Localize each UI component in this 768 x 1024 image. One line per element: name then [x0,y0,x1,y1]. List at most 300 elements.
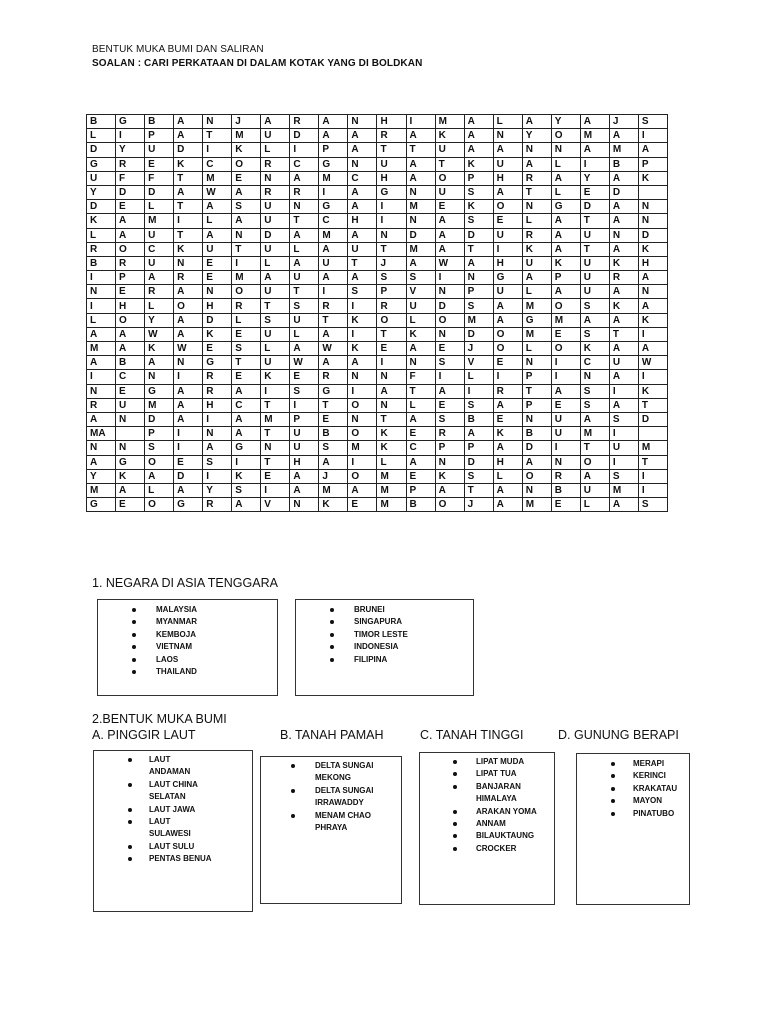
list-item [420,756,552,768]
grid-cell: N [464,271,493,285]
grid-cell: M [87,483,116,497]
grid-cell: D [464,455,493,469]
list-item-text: DELTA SUNGAI IRRAWADDY [315,785,374,808]
grid-cell: M [261,412,290,426]
grid-cell: I [551,356,580,370]
tanah-tinggi-list [420,753,554,855]
grid-cell: A [145,469,174,483]
grid-cell: M [638,441,667,455]
grid-cell: L [145,299,174,313]
grid-cell: K [638,242,667,256]
grid-cell: G [377,185,406,199]
grid-cell: K [232,469,261,483]
grid-cell: G [232,441,261,455]
grid-cell: N [522,412,551,426]
grid-row [87,242,668,256]
grid-cell: A [87,412,116,426]
grid-cell: A [174,384,203,398]
grid-cell: K [319,498,348,512]
grid-cell: M [319,483,348,497]
grid-cell: I [174,370,203,384]
grid-cell: L [87,129,116,143]
grid-cell: I [174,214,203,228]
grid-cell: Y [522,129,551,143]
grid-cell: S [406,271,435,285]
grid-cell: E [493,412,522,426]
bullet-icon [132,645,136,649]
list-item [296,616,473,628]
grid-cell: M [551,313,580,327]
grid-cell: I [87,370,116,384]
grid-cell: O [348,398,377,412]
grid-cell: W [290,356,319,370]
grid-cell: C [232,398,261,412]
grid-cell: S [464,185,493,199]
grid-cell: I [609,384,638,398]
grid-cell: J [464,342,493,356]
grid-cell: L [493,115,522,129]
grid-cell: D [290,129,319,143]
grid-cell: J [232,115,261,129]
grid-cell: K [348,342,377,356]
grid-cell: L [551,157,580,171]
bullet-icon [330,645,334,649]
grid-cell: V [261,498,290,512]
grid-cell: P [435,441,464,455]
grid-cell: K [87,214,116,228]
grid-cell: A [290,228,319,242]
list-item [94,816,213,841]
grid-cell: A [580,412,609,426]
grid-cell: I [638,469,667,483]
grid-cell: H [290,455,319,469]
grid-cell: A [464,256,493,270]
grid-cell: P [406,483,435,497]
grid-cell: P [464,171,493,185]
grid-cell: A [232,185,261,199]
grid-cell: A [435,228,464,242]
list-item [98,654,277,666]
grid-cell: B [464,412,493,426]
grid-cell: T [174,200,203,214]
grid-cell: M [377,483,406,497]
grid-cell: U [261,242,290,256]
grid-cell: A [522,115,551,129]
grid-cell: S [319,441,348,455]
grid-cell: I [290,398,319,412]
grid-cell: M [522,498,551,512]
grid-cell: S [232,342,261,356]
grid-cell: N [522,200,551,214]
grid-cell: U [290,271,319,285]
grid-cell: A [493,299,522,313]
grid-cell: K [203,327,232,341]
grid-cell: E [203,256,232,270]
grid-cell: N [87,441,116,455]
grid-row [87,384,668,398]
grid-cell: R [290,115,319,129]
bullet-icon [453,847,457,851]
grid-cell: A [638,299,667,313]
grid-cell: J [464,498,493,512]
grid-row [87,498,668,512]
grid-cell: M [319,171,348,185]
grid-cell: W [638,356,667,370]
grid-cell: I [203,469,232,483]
grid-cell: O [551,129,580,143]
grid-cell: N [377,228,406,242]
grid-cell: J [319,469,348,483]
grid-cell: N [174,356,203,370]
grid-cell: T [638,398,667,412]
grid-cell: C [406,441,435,455]
grid-cell: D [609,185,638,199]
grid-cell: I [87,271,116,285]
grid-cell: L [464,370,493,384]
grid-cell: L [522,342,551,356]
grid-cell: P [377,285,406,299]
grid-cell: N [551,143,580,157]
grid-cell: A [493,398,522,412]
grid-cell: K [406,327,435,341]
grid-cell: O [348,427,377,441]
grid-cell: A [551,228,580,242]
grid-cell: L [377,455,406,469]
grid-cell: K [232,143,261,157]
bullet-icon [330,633,334,637]
grid-cell: A [522,271,551,285]
grid-cell: A [232,214,261,228]
grid-cell: E [290,370,319,384]
grid-cell: D [464,327,493,341]
grid-cell: L [522,214,551,228]
bullet-icon [453,760,457,764]
grid-cell: U [493,157,522,171]
grid-cell: U [609,356,638,370]
grid-cell: A [116,483,145,497]
grid-cell: S [464,299,493,313]
grid-cell: U [261,200,290,214]
grid-cell: A [609,342,638,356]
grid-cell: R [87,398,116,412]
grid-cell: B [609,157,638,171]
grid-cell: L [232,313,261,327]
grid-cell: I [116,129,145,143]
grid-cell: R [174,271,203,285]
grid-cell: Y [87,469,116,483]
grid-cell: A [551,214,580,228]
grid-cell: T [580,214,609,228]
grid-cell: D [87,200,116,214]
grid-row [87,412,668,426]
list-item-text: MALAYSIA [156,605,198,614]
grid-cell: N [522,483,551,497]
list-item-text: BRUNEI [354,605,385,614]
grid-cell: A [319,271,348,285]
grid-cell: L [406,313,435,327]
grid-cell: T [377,242,406,256]
grid-cell: L [87,313,116,327]
grid-cell: N [203,285,232,299]
grid-cell: G [87,157,116,171]
grid-cell: N [348,157,377,171]
grid-cell: U [580,228,609,242]
grid-cell: A [203,228,232,242]
bullet-icon [291,789,295,793]
grid-cell: M [580,129,609,143]
grid-cell [116,427,145,441]
grid-cell: U [145,256,174,270]
grid-cell: E [203,271,232,285]
grid-cell: N [551,455,580,469]
grid-cell: I [174,427,203,441]
grid-cell: U [290,313,319,327]
grid-cell: N [116,441,145,455]
list-item [98,666,277,678]
grid-cell: U [580,285,609,299]
grid-cell: A [290,469,319,483]
grid-cell: N [638,200,667,214]
gunung-berapi-list [577,754,689,820]
grid-cell: I [377,356,406,370]
grid-cell: B [406,498,435,512]
grid-cell: S [435,356,464,370]
bullet-icon [330,658,334,662]
list-item [98,604,277,616]
grid-cell: A [116,327,145,341]
grid-cell: K [609,256,638,270]
grid-cell: A [319,242,348,256]
grid-cell: M [145,214,174,228]
grid-cell: S [609,412,638,426]
grid-cell: M [348,441,377,455]
grid-cell: A [493,313,522,327]
grid-cell: T [522,185,551,199]
grid-cell: Y [87,185,116,199]
grid-cell: R [261,185,290,199]
grid-cell: G [116,115,145,129]
grid-cell: K [638,171,667,185]
word-search-grid [86,114,668,512]
grid-cell: C [319,214,348,228]
grid-row [87,370,668,384]
list-item-text: LAUT SULU [149,841,195,851]
grid-cell: I [290,143,319,157]
grid-row [87,398,668,412]
grid-row [87,271,668,285]
grid-cell: R [261,157,290,171]
grid-cell: O [116,313,145,327]
asean-list-1 [98,600,277,678]
grid-cell: H [116,299,145,313]
grid-cell: K [174,242,203,256]
grid-cell: E [435,398,464,412]
grid-cell: T [580,242,609,256]
grid-cell: F [116,171,145,185]
grid-cell: I [493,242,522,256]
grid-cell: R [551,469,580,483]
grid-cell: A [609,313,638,327]
grid-cell: G [203,356,232,370]
grid-cell: G [116,455,145,469]
grid-cell: K [348,313,377,327]
grid-cell: V [406,285,435,299]
grid-cell: S [232,200,261,214]
list-item-text: PENTAS BENUA [149,854,212,864]
grid-cell: M [522,327,551,341]
grid-cell: N [261,441,290,455]
grid-cell: N [406,356,435,370]
grid-cell: A [406,256,435,270]
grid-cell: A [174,398,203,412]
grid-cell: O [232,157,261,171]
grid-row [87,483,668,497]
grid-row [87,157,668,171]
grid-cell: S [290,384,319,398]
grid-cell: A [348,200,377,214]
grid-cell: I [609,455,638,469]
grid-cell: A [609,398,638,412]
grid-cell: H [203,299,232,313]
grid-cell: S [638,115,667,129]
grid-cell: I [377,214,406,228]
grid-cell: U [261,356,290,370]
grid-cell: D [174,143,203,157]
grid-cell: A [348,129,377,143]
grid-cell: A [609,129,638,143]
grid-cell: A [203,200,232,214]
grid-cell: K [435,469,464,483]
bullet-icon [611,812,615,816]
grid-cell: A [232,384,261,398]
grid-cell: I [406,115,435,129]
grid-cell: W [435,256,464,270]
grid-cell: O [580,455,609,469]
list-item-text: SINGAPURA [354,617,403,627]
bullet-icon [453,822,457,826]
grid-cell: L [290,242,319,256]
grid-cell: D [116,185,145,199]
grid-cell: O [232,285,261,299]
gunung-berapi-box [576,753,690,905]
grid-cell: P [319,143,348,157]
grid-cell: A [174,313,203,327]
grid-cell: A [435,384,464,398]
grid-cell: N [290,200,319,214]
grid-cell: U [435,185,464,199]
grid-cell: A [493,143,522,157]
grid-cell: O [551,299,580,313]
grid-cell: U [522,256,551,270]
grid-cell: N [522,356,551,370]
tanah-pamah-list [261,757,401,834]
grid-cell: A [609,242,638,256]
grid-cell: E [232,327,261,341]
grid-cell: S [580,299,609,313]
bullet-icon [132,658,136,662]
grid-cell: D [435,299,464,313]
grid-cell: A [580,115,609,129]
grid-cell: N [638,285,667,299]
grid-cell: I [493,370,522,384]
grid-cell: E [261,469,290,483]
grid-cell: P [116,271,145,285]
grid-cell: A [551,242,580,256]
grid-row [87,299,668,313]
grid-cell: T [174,171,203,185]
grid-cell: G [87,498,116,512]
bullet-icon [128,845,132,849]
grid-cell: A [145,271,174,285]
list-item-text: BANJARAN HIMALAYA [476,781,521,804]
grid-cell: I [232,256,261,270]
grid-cell: A [406,342,435,356]
grid-cell: A [290,171,319,185]
grid-cell: A [348,185,377,199]
list-item-text: ARAKAN YOMA [476,806,537,816]
grid-cell: M [232,271,261,285]
grid-cell: A [435,483,464,497]
grid-cell: L [261,143,290,157]
grid-cell: N [348,412,377,426]
grid-cell: O [493,327,522,341]
bullet-icon [291,814,295,818]
list-item [94,804,213,816]
grid-cell: L [145,200,174,214]
grid-cell: H [203,398,232,412]
grid-cell: N [203,427,232,441]
grid-cell: U [261,327,290,341]
list-item-text: LIPAT TUA [476,769,517,779]
bullet-icon [132,620,136,624]
grid-cell: A [348,228,377,242]
grid-cell: A [435,214,464,228]
grid-cell: O [348,469,377,483]
list-item-text: MYANMAR [156,617,198,627]
list-item [577,795,689,807]
list-item-text: BILAUKTAUNG [476,831,535,841]
grid-cell: N [377,370,406,384]
grid-cell: U [493,285,522,299]
grid-cell: I [377,200,406,214]
grid-cell: I [609,427,638,441]
grid-cell: I [638,129,667,143]
grid-cell: U [116,398,145,412]
grid-cell: M [232,129,261,143]
grid-cell: A [290,342,319,356]
list-item-text: KEMBOJA [156,629,197,639]
grid-cell: N [435,327,464,341]
grid-row [87,115,668,129]
list-item [577,783,689,795]
grid-cell: H [377,171,406,185]
subsection-d-title: D. GUNUNG BERAPI [558,728,679,742]
grid-cell: R [319,299,348,313]
grid-cell: R [522,171,551,185]
list-item-text: LAUT SULAWESI [149,817,191,839]
grid-row [87,342,668,356]
grid-row [87,356,668,370]
grid-row [87,285,668,299]
pinggir-laut-box [93,750,253,912]
grid-cell: A [232,412,261,426]
grid-cell: A [638,271,667,285]
bullet-icon [611,799,615,803]
grid-row [87,469,668,483]
grid-cell: S [464,398,493,412]
grid-cell: H [638,256,667,270]
grid-cell: S [145,441,174,455]
